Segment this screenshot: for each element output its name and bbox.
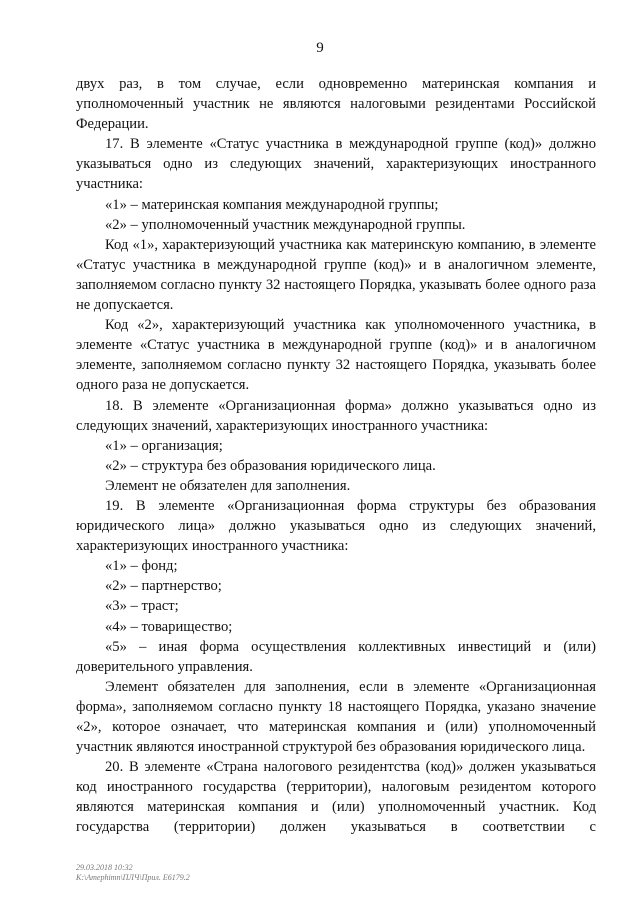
paragraph: Код «1», характеризующий участника как материнскую компанию, в элементе «Статус участника в международной группе (код)» и в аналогичном элементе, заполняемом согласно пункту 32 настоящего Порядка, указывать более одного раза не допускается. [76, 236, 596, 314]
paragraph: Элемент не обязателен для заполнения. [105, 477, 351, 494]
page-number: 9 [316, 40, 324, 56]
paragraph: «5» – иная форма осуществления коллективных инвестиций и (или) доверительного управления. [76, 638, 596, 675]
paragraph: «2» – партнерство; [105, 578, 222, 595]
paragraph: 17. В элементе «Статус участника в международной группе (код)» должно указываться одно из следующих значений, характеризующих иностранного участника: [76, 136, 596, 193]
paragraph: 19. В элементе «Организационная форма структуры без образования юридического лица» должно указываться одно из следующих значений, характеризующих иностранного участника: [76, 497, 596, 555]
paragraph: «4» – товарищество; [105, 618, 233, 635]
paragraph: двух раз, в том случае, если одновременно материнская компания и уполномоченный участник не являются налоговыми резидентами Российской Федерации. [76, 76, 596, 133]
paragraph: 18. В элементе «Организационная форма» должно указываться одно из следующих значений, характеризующих иностранного участника: [76, 397, 596, 434]
paragraph: 20. В элементе «Страна налогового резидентства (код)» должен указываться код иностранного государства (территории), налоговым резидентом которого являются материнская компания и (или) уполномоченный участник. Код государства (территории) должен указываться в соответствии с [76, 759, 596, 836]
paragraph: «1» – организация; [105, 437, 223, 454]
print-file-path: K:\Amephimn\ПЛЧ\Прил. Е6179.2 [76, 873, 190, 882]
document-body [76, 74, 596, 838]
print-footer [76, 863, 190, 883]
paragraph: «3» – траст; [105, 598, 179, 615]
paragraph: «2» – уполномоченный участник международной группы. [105, 216, 466, 233]
paragraph: «2» – структура без образования юридического лица. [105, 457, 436, 474]
paragraph: «1» – материнская компания международной группы; [105, 196, 439, 213]
paragraph: Элемент обязателен для заполнения, если в элементе «Организационная форма», заполняемом согласно пункту 18 настоящего Порядка, указано значение «2», которое означает, что материнская компания и (или) уполномоченный участник являются иностранной структурой без образования юридического лица. [76, 678, 596, 756]
paragraph: Код «2», характеризующий участника как уполномоченного участника, в элементе «Статус участника в международной группе (код)» и в аналогичном элементе, заполняемом согласно пункту 32 настоящего Порядка, указывать более одного раза не допускается. [76, 317, 596, 394]
print-timestamp: 29.03.2018 10:32 [76, 863, 133, 872]
paragraph: «1» – фонд; [105, 558, 178, 575]
